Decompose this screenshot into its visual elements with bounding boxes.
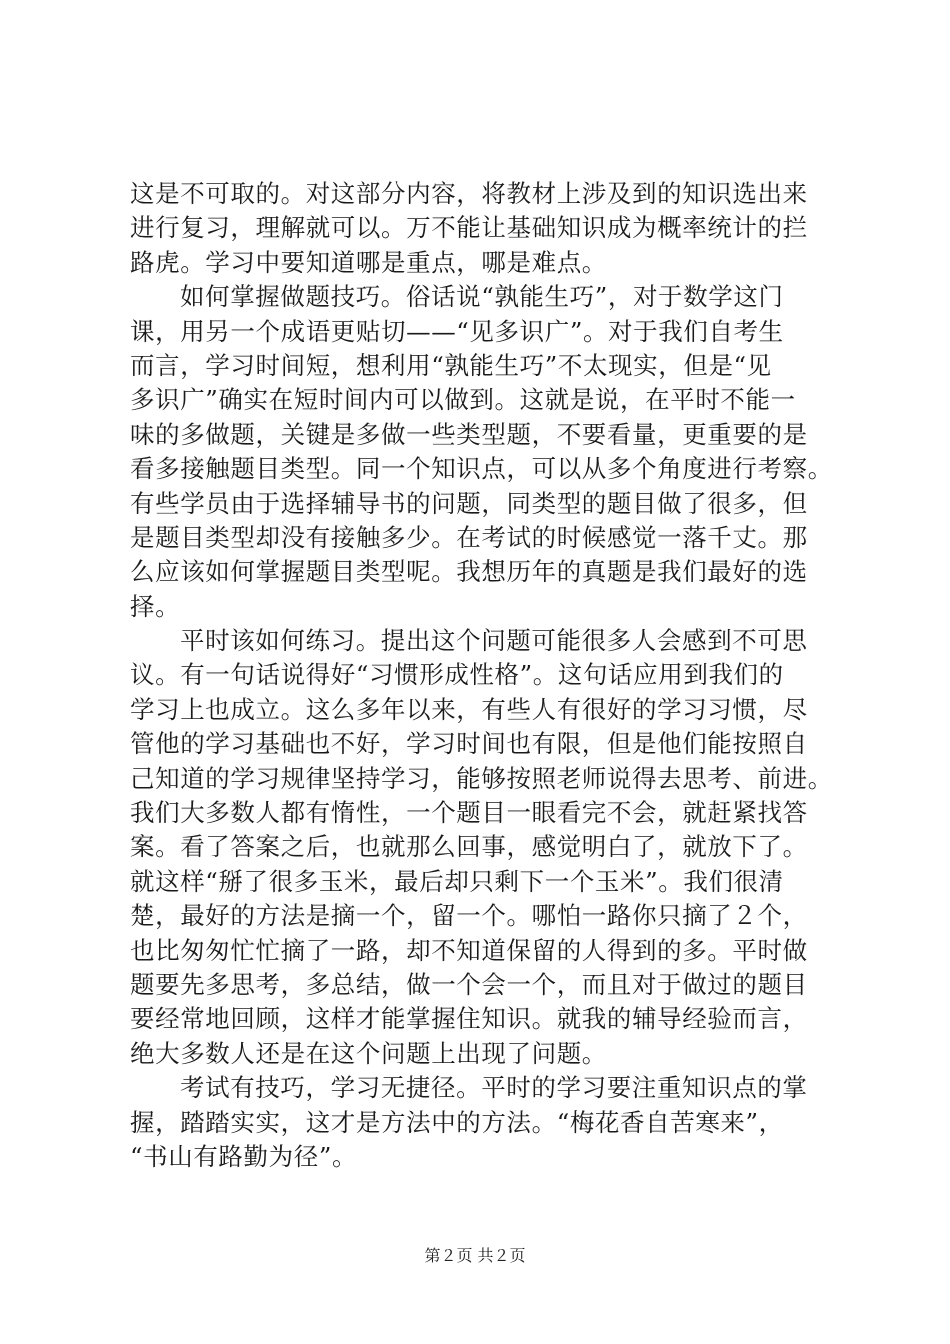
text-line: 己知道的学习规律坚持学习，能够按照老师说得去思考、前进。 (130, 763, 833, 793)
text-line: 议。有一句话说得好“习惯形成性格”。这句话应用到我们的 (130, 660, 784, 690)
body-text (130, 177, 833, 1174)
text-line: 么应该如何掌握题目类型呢。我想历年的真题是我们最好的选 (130, 557, 808, 587)
text-line: 路虎。学习中要知道哪是重点，哪是难点。 (130, 247, 607, 277)
text-line: 有些学员由于选择辅导书的问题，同类型的题目做了很多，但 (130, 488, 808, 518)
text-line: 握，踏踏实实，这才是方法中的方法。“梅花香自苦寒来”， (130, 1107, 784, 1137)
text-line: 也比匆匆忙忙摘了一路，却不知道保留的人得到的多。平时做 (130, 935, 808, 965)
text-line: 楚，最好的方法是摘一个，留一个。哪怕一路你只摘了２个， (130, 901, 808, 931)
text-line: 是题目类型却没有接触多少。在考试的时候感觉一落千丈。那 (130, 522, 808, 552)
text-line: 学习上也成立。这么多年以来，有些人有很好的学习习惯，尽 (130, 694, 808, 724)
text-line: 题要先多思考，多总结，做一个会一个，而且对于做过的题目 (130, 969, 808, 999)
text-line: 这是不可取的。对这部分内容，将教材上涉及到的知识选出来 (130, 179, 808, 208)
text-line: 管他的学习基础也不好，学习时间也有限，但是他们能按照自 (130, 729, 808, 759)
text-line: “书山有路勤为径”。 (130, 1141, 358, 1171)
text-line: 多识广”确实在短时间内可以做到。这就是说，在平时不能一 (130, 385, 796, 415)
text-line: 考试有技巧，学习无捷径。平时的学习要注重知识点的掌 (180, 1073, 808, 1103)
page-footer: 第２页 共２页 (424, 1246, 526, 1265)
text-line: 而言，学习时间短，想利用“孰能生巧”不太现实，但是“见 (130, 350, 772, 380)
text-line: 课，用另一个成语更贴切——“见多识广”。对于我们自考生 (130, 316, 784, 346)
text-line: 看多接触题目类型。同一个知识点，可以从多个角度进行考察。 (130, 454, 833, 484)
text-line: 要经常地回顾，这样才能掌握住知识。就我的辅导经验而言， (130, 1004, 808, 1034)
text-line: 平时该如何练习。提出这个问题可能很多人会感到不可思 (180, 626, 808, 656)
text-line: 味的多做题，关键是多做一些类型题，不要看量，更重要的是 (130, 419, 808, 449)
text-line: 我们大多数人都有惰性，一个题目一眼看完不会，就赶紧找答 (130, 798, 808, 828)
text-line: 如何掌握做题技巧。俗话说“孰能生巧”，对于数学这门 (180, 282, 784, 312)
text-line: 绝大多数人还是在这个问题上出现了问题。 (130, 1038, 607, 1068)
text-line: 进行复习，理解就可以。万不能让基础知识成为概率统计的拦 (130, 213, 808, 243)
text-line: 就这样“掰了很多玉米，最后却只剩下一个玉米”。我们很清 (130, 866, 784, 896)
text-line: 择。 (130, 591, 181, 621)
text-line: 案。看了答案之后，也就那么回事，感觉明白了，就放下了。 (130, 832, 808, 862)
